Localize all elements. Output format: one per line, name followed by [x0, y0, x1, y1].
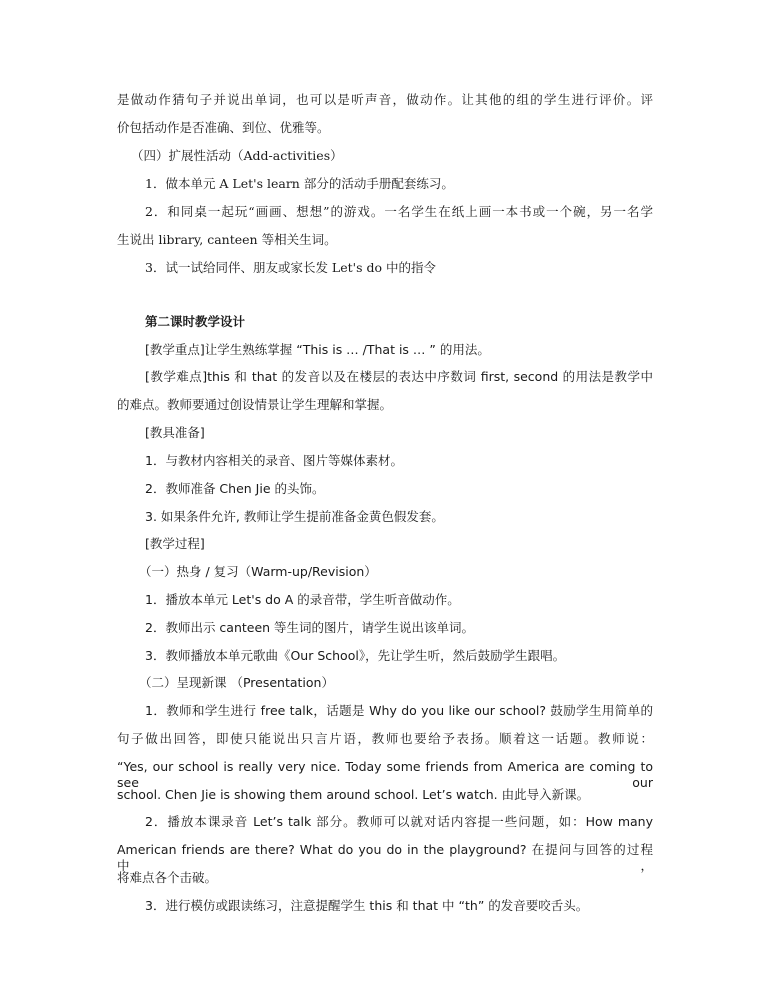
list-item: 1．做本单元 A Let's learn 部分的活动手册配套练习。 [145, 176, 454, 191]
section-heading: （二）呈现新课 （Presentation） [139, 675, 334, 690]
text-line: [教学重点]让学生熟练掌握 “This is … /That is … ” 的用法。 [145, 342, 490, 357]
list-item: 1．教师和学生进行 free talk，话题是 Why do you like our school? 鼓励学生用简单的 [145, 703, 653, 718]
text-line: school. Chen Jie is showing them around school. Let’s watch. 由此导入新课。 [117, 787, 590, 802]
page-title: 第二课时教学设计 [145, 314, 246, 329]
list-item: 2．教师准备 Chen Jie 的头饰。 [145, 481, 325, 496]
list-item: 2．和同桌一起玩“画画、想想”的游戏。一名学生在纸上画一本书或一个碗，另一名学 [145, 204, 653, 219]
list-item: 2．播放本课录音 Let’s talk 部分。教师可以就对话内容提一些问题，如：How many [145, 814, 653, 829]
list-item: 3. 如果条件允许, 教师让学生提前准备金黄色假发套。 [145, 509, 444, 524]
text-line: American friends are there? What do you do in the playground? 在提问与回答的过程中， [117, 842, 653, 873]
section-heading: （四）扩展性活动（Add-activities） [131, 148, 343, 163]
text-line: 价包括动作是否准确、到位、优雅等。 [117, 120, 330, 135]
section-heading: （一）热身 / 复习（Warm-up/Revision） [139, 564, 377, 579]
list-item: 3．进行模仿或跟读练习，注意提醒学生 this 和 that 中 “th” 的发音要咬舌头。 [145, 898, 589, 913]
text-line: “Yes, our school is really very nice. Today some friends from America are coming to see our [117, 759, 653, 790]
list-item: 3．试一试给同伴、朋友或家长发 Let's do 中的指令 [145, 260, 436, 275]
list-item: 3．教师播放本单元歌曲《Our School》，先让学生听，然后鼓励学生跟唱。 [145, 648, 566, 663]
section-heading: [教学过程] [145, 536, 205, 551]
text-line: 的难点。教师要通过创设情景让学生理解和掌握。 [117, 397, 393, 412]
text-line: 生说出 library, canteen 等相关生词。 [117, 232, 337, 247]
list-item: 2．教师出示 canteen 等生词的图片，请学生说出该单词。 [145, 620, 475, 635]
text-line: 将难点各个击破。 [117, 870, 218, 885]
text-line: 句子做出回答，即使只能说出只言片语，教师也要给予表扬。顺着这一话题。教师说： [117, 731, 653, 746]
list-item: 1．与教材内容相关的录音、图片等媒体素材。 [145, 453, 403, 468]
section-heading: [教具准备] [145, 425, 205, 440]
text-line: 是做动作猜句子并说出单词，也可以是听声音，做动作。让其他的组的学生进行评价。评 [117, 92, 653, 107]
text-line: [教学难点]this 和 that 的发音以及在楼层的表达中序数词 first, second 的用法是教学中 [145, 369, 653, 384]
list-item: 1．播放本单元 Let's do A 的录音带，学生听音做动作。 [145, 592, 460, 607]
